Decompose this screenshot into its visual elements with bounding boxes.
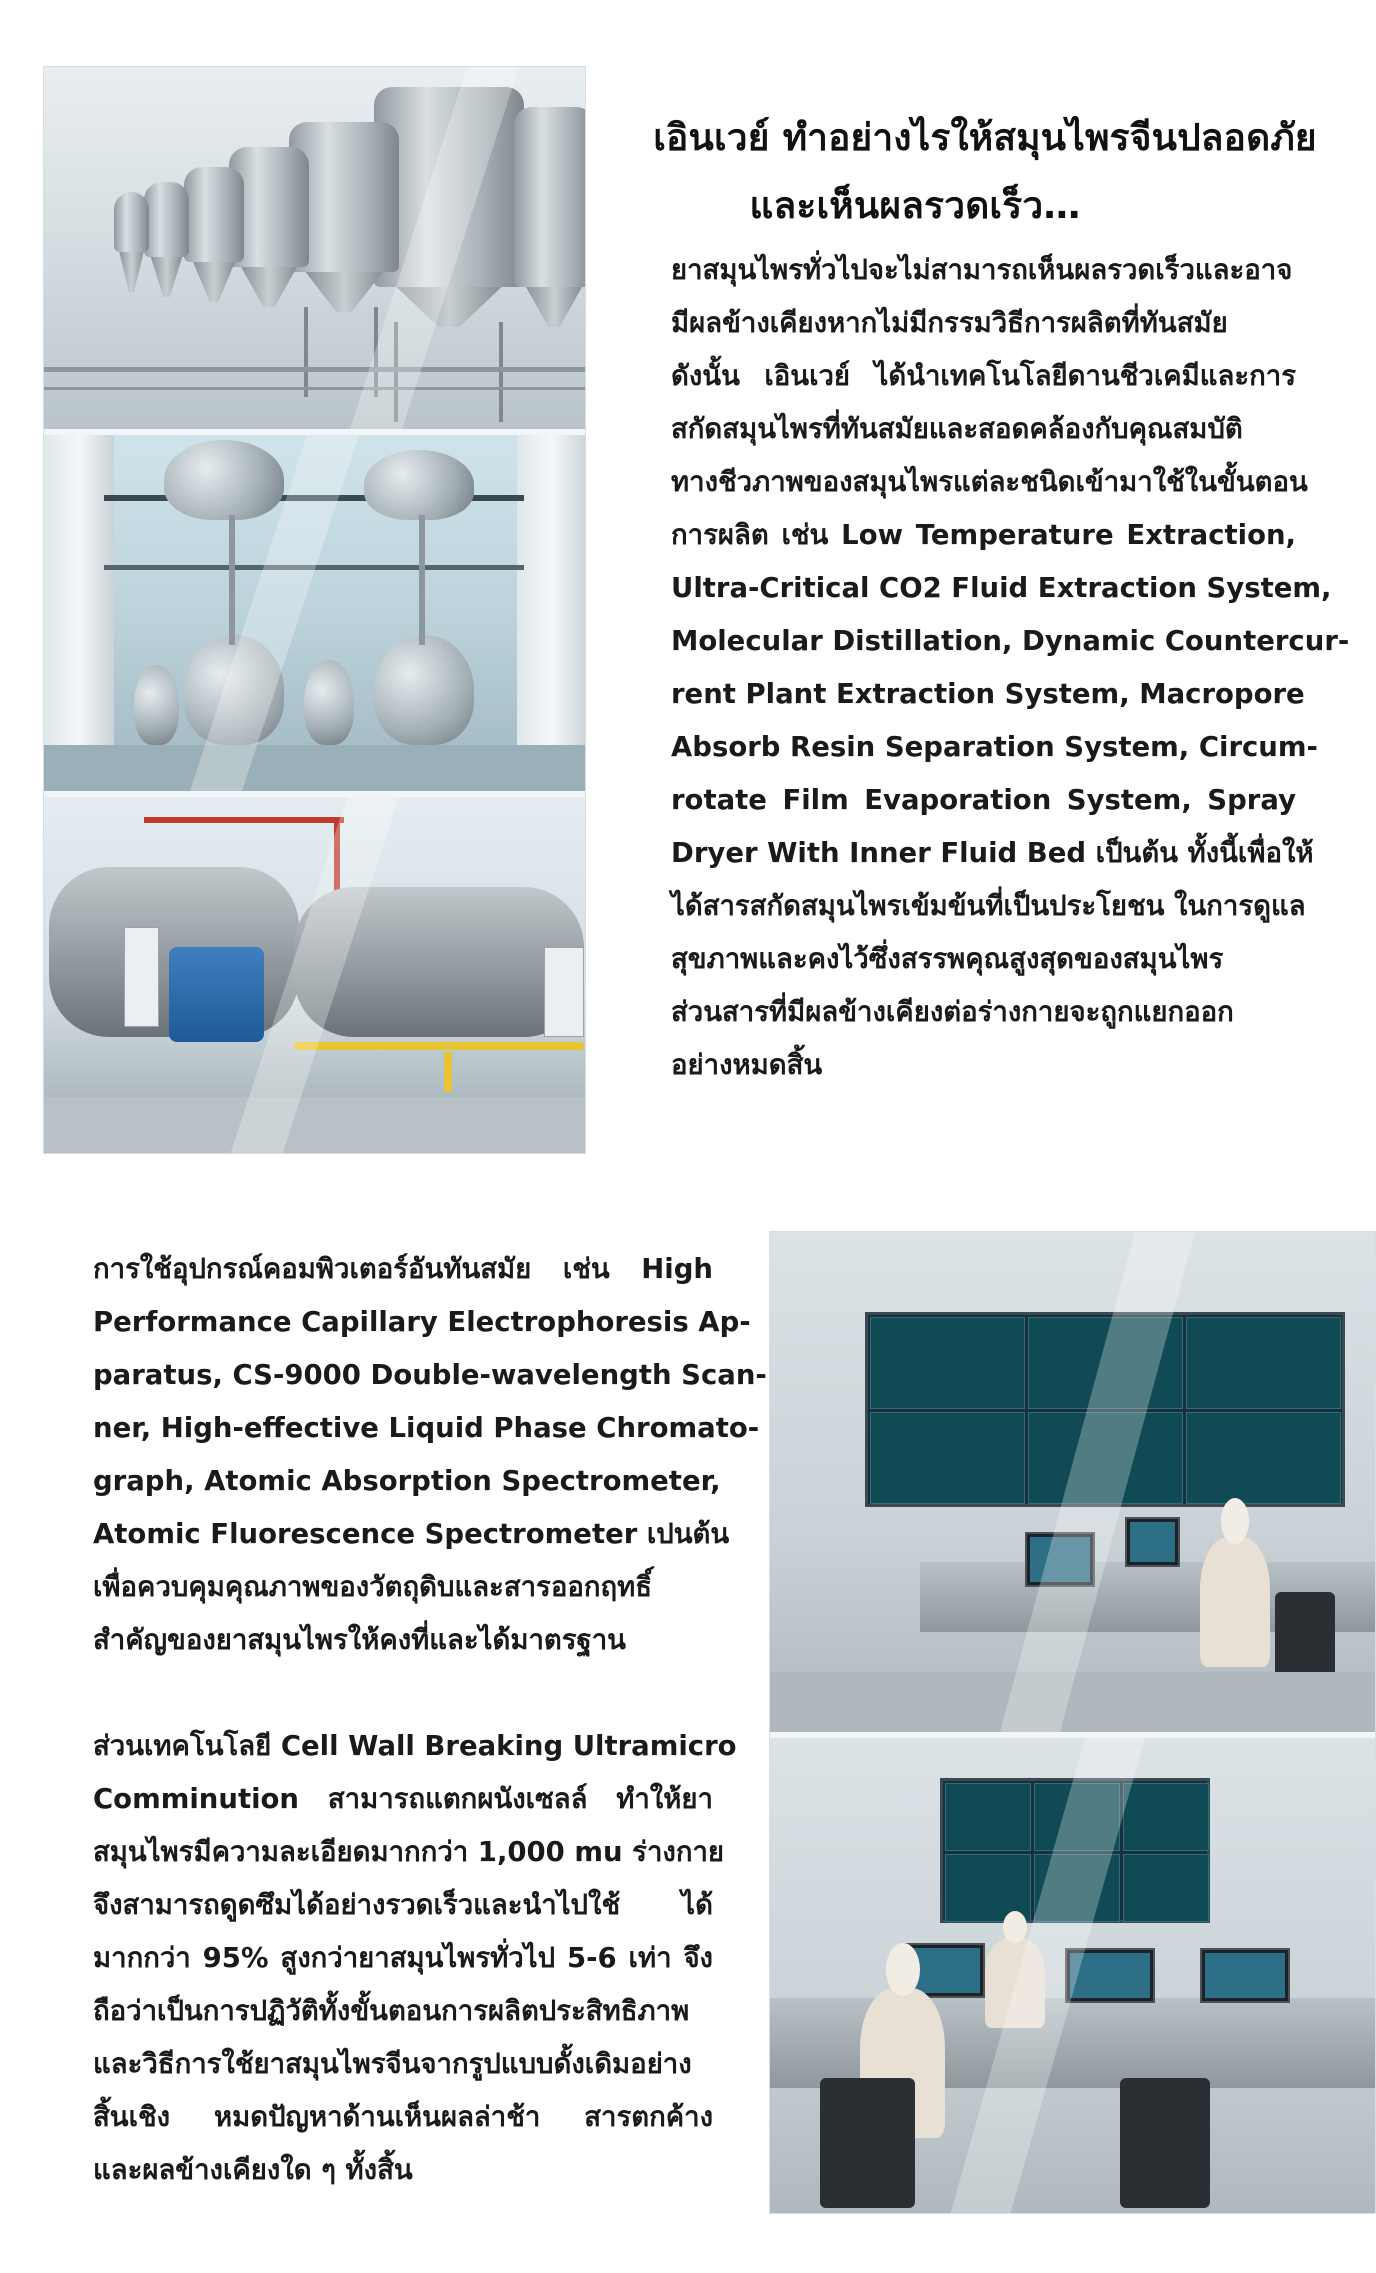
paragraph-line: Atomic Fluorescence Spectrometer เปนต้น bbox=[93, 1518, 730, 1550]
paragraph-line: paratus, CS-9000 Double-wavelength Scan- bbox=[93, 1359, 767, 1391]
paragraph-line: สมุนไพรมีความละเอียดมากกว่า 1,000 mu ร่างกาย bbox=[93, 1836, 725, 1868]
paragraph-line: และวิธีการใช้ยาสมุนไพรจีนจากรูปแบบดั้งเดิมอย่าง bbox=[93, 2048, 692, 2080]
paragraph-line: มากกว่า 95% สูงกว่ายาสมุนไพรทั่วไป 5-6 เท่า จึง bbox=[93, 1942, 713, 1974]
paragraph-line: อย่างหมดสิ้น bbox=[671, 1049, 823, 1081]
paragraph-line: graph, Atomic Absorption Spectrometer, bbox=[93, 1465, 721, 1497]
paragraph-line: เพื่อควบคุมคุณภาพของวัตถุดิบและสารออกฤทธิ์ bbox=[93, 1571, 653, 1603]
paragraph-line: Molecular Distillation, Dynamic Countercur- bbox=[671, 625, 1350, 657]
paragraph-line: ner, High-effective Liquid Phase Chromato- bbox=[93, 1412, 760, 1444]
factory-photo-collage bbox=[43, 66, 586, 1154]
paragraph-line: ส่วนเทคโนโลยี Cell Wall Breaking Ultramicro bbox=[93, 1730, 737, 1762]
paragraph-line: ดังนั้น เอินเวย์ ได้นำเทคโนโลยีดานชีวเคมีและการ bbox=[671, 360, 1296, 392]
industrial-boilers-photo bbox=[44, 797, 585, 1154]
paragraph-line: ได้สารสกัดสมุนไพรเข้มข้นที่เป็นประโยชน ในการดูแล bbox=[671, 890, 1306, 922]
intro-paragraph bbox=[671, 244, 1350, 1092]
cell-wall-technology-paragraph bbox=[93, 1720, 737, 2197]
paragraph-line: Performance Capillary Electrophoresis Ap- bbox=[93, 1306, 751, 1338]
paragraph-line: สุขภาพและคงไว้ซึ่งสรรพคุณสูงสุดของสมุนไพร bbox=[671, 943, 1224, 975]
paragraph-line: ส่วนสารที่มีผลข้างเคียงต่อร่างกายจะถูกแยกออก bbox=[671, 996, 1234, 1028]
paragraph-line: Absorb Resin Separation System, Circum- bbox=[671, 731, 1318, 763]
section-title-line1: เอินเวย์ ทำอย่างไรให้สมุนไพรจีนปลอดภัย bbox=[653, 116, 1317, 159]
section-title-line2: และเห็นผลรวดเร็ว… bbox=[749, 184, 1081, 227]
paragraph-line: สิ้นเชิง หมดปัญหาด้านเห็นผลล่าช้า สารตกค้าง bbox=[93, 2101, 713, 2133]
computer-equipment-paragraph bbox=[93, 1243, 767, 1667]
control-room-operators-photo bbox=[770, 1738, 1375, 2214]
paragraph-line: Dryer With Inner Fluid Bed เป็นต้น ทั้งนี้เพื่อให้ bbox=[671, 837, 1314, 869]
paragraph-line: ถือว่าเป็นการปฏิวัติทั้งขั้นตอนการผลิตประสิทธิภาพ bbox=[93, 1995, 690, 2027]
paragraph-line: จึงสามารถดูดซึมได้อย่างรวดเร็วและนำไปใช้ ได้ bbox=[93, 1889, 713, 1921]
paragraph-line: rotate Film Evaporation System, Spray bbox=[671, 784, 1296, 816]
paragraph-line: rent Plant Extraction System, Macropore bbox=[671, 678, 1305, 710]
paragraph-line: ทางชีวภาพของสมุนไพรแต่ละชนิดเข้ามาใช้ในขั้นตอน bbox=[671, 466, 1308, 498]
storage-tanks-photo bbox=[44, 67, 585, 429]
paragraph-line: สกัดสมุนไพรที่ทันสมัยและสอดคล้องกับคุณสมบัติ bbox=[671, 413, 1243, 445]
paragraph-line: การผลิต เช่น Low Temperature Extraction, bbox=[671, 519, 1296, 551]
extraction-reactors-photo bbox=[44, 435, 585, 791]
paragraph-line: ยาสมุนไพรทั่วไปจะไม่สามารถเห็นผลรวดเร็วและอาจ bbox=[671, 254, 1293, 286]
paragraph-line: Ultra-Critical CO2 Fluid Extraction System, bbox=[671, 572, 1332, 604]
control-room-photo bbox=[770, 1232, 1375, 1732]
paragraph-line: สำคัญของยาสมุนไพรให้คงที่และได้มาตรฐาน bbox=[93, 1624, 626, 1656]
paragraph-line: การใช้อุปกรณ์คอมพิวเตอร์อันทันสมัย เช่น High bbox=[93, 1253, 713, 1285]
paragraph-line: Comminution สามารถแตกผนังเซลล์ ทำให้ยา bbox=[93, 1783, 713, 1815]
paragraph-line: มีผลข้างเคียงหากไม่มีกรรมวิธีการผลิตที่ทันสมัย bbox=[671, 307, 1228, 339]
paragraph-line: และผลข้างเคียงใด ๆ ทั้งสิ้น bbox=[93, 2154, 413, 2186]
control-room-photo-collage bbox=[769, 1231, 1376, 2214]
